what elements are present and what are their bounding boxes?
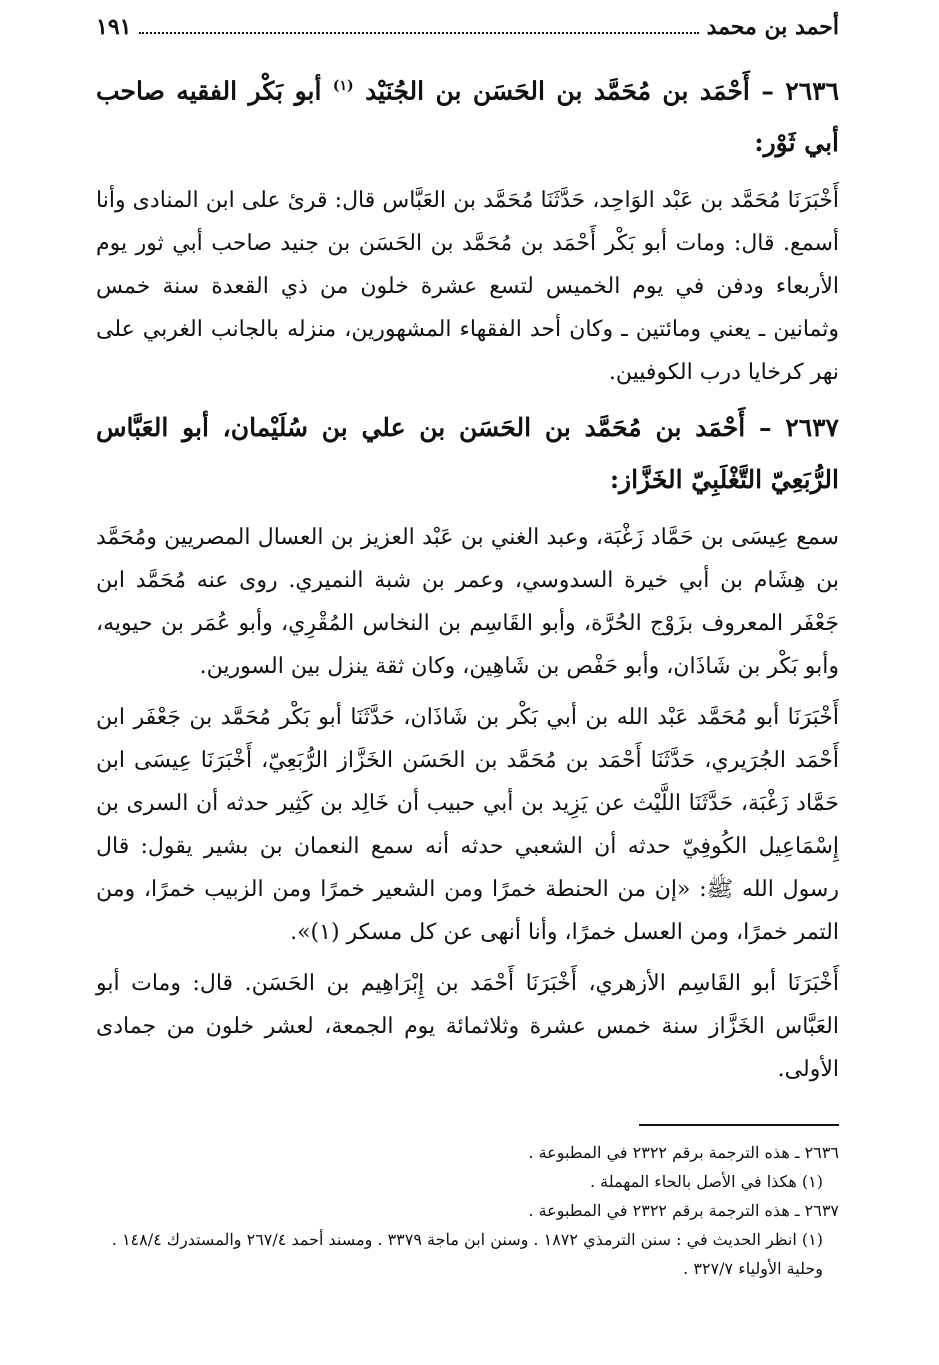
- entry-number: ٢٦٣٧: [785, 413, 839, 443]
- entry-paragraph: أَخْبَرَنَا أبو القَاسِم الأزهري، أَخْبَرَنَا أَحْمَد بن إِبْرَاهِيم بن الحَسَن. قال: ومات أبو العَبَّاس الخَزَّاز سنة خمس عشرة وثلاثمائة يوم الجمعة، لعشر خلون من جمادى الأولى.: [96, 971, 839, 1083]
- footnotes: [96, 1124, 839, 1283]
- entry-paragraph: أَخْبَرَنَا مُحَمَّد بن عَبْد الوَاحِد، حَدَّثَنَا مُحَمَّد بن العَبَّاس قال: قرئ على ابن المنادى وأنا أسمع. قال: ومات أبو بَكْر أَحْمَد بن مُحَمَّد بن الحَسَن بن جنيد صاحب أبي ثور يوم الأربعاء ودفن في يوم الخميس لتسع عشرة خلون من ذي القعدة سنة خمس وثمانين ـ يعني ومائتين ـ وكان أحد الفقهاء المشهورين، منزله بالجانب الغربي على نهر كرخايا درب الكوفيين.: [96, 188, 839, 386]
- footnote-rule: [639, 1124, 839, 1126]
- footnote-line: (١) انظر الحديث في : سنن الترمذي ١٨٧٢ . وسنن ابن ماجة ٣٣٧٩ . ومسند أحمد ٢٦٧/٤ والمستدرك ١٤٨/٤ . وحلية الأولياء ٣٢٧/٧ .: [111, 1230, 823, 1278]
- footnote-line: ٢٦٣٧ ـ هذه الترجمة برقم ٢٣٢٢ في المطبوعة .: [528, 1201, 839, 1220]
- footnote-line: ٢٦٣٦ ـ هذه الترجمة برقم ٢٣٢٢ في المطبوعة .: [528, 1143, 839, 1162]
- entry-name: أَحْمَد بن مُحَمَّد بن الحَسَن بن علي بن سُلَيْمان، أبو العَبَّاس الرُّبَعِيّ التَّغْلَبِيّ الخَزَّاز:: [96, 413, 839, 495]
- running-head-title: أحمد بن محمد: [706, 14, 839, 40]
- entry-heading-2636: ٢٦٣٦ – أَحْمَد بن مُحَمَّد بن الحَسَن بن الجُنَيْد $^{(١)}$ أبو بَكْر الفقيه صاحب أبي ثَوْر:: [96, 76, 840, 158]
- entry-heading-2637: ٢٦٣٧ – أَحْمَد بن مُحَمَّد بن الحَسَن بن علي بن سُلَيْمان، أبو العَبَّاس الرُّبَعِيّ التَّغْلَبِيّ الخَزَّاز:: [96, 413, 839, 495]
- entry-name: أَحْمَد بن مُحَمَّد بن الحَسَن بن الجُنَيْد: [365, 76, 750, 106]
- entry-name-rest: أبو بَكْر الفقيه صاحب أبي ثَوْر:: [96, 76, 839, 158]
- page-number: ١٩١: [96, 14, 132, 40]
- leader-dots: [139, 31, 698, 34]
- entry-paragraph: أَخْبَرَنَا أبو مُحَمَّد عَبْد الله بن أبي بَكْر بن شَاذَان، حَدَّثَنَا أبو بَكْر مُحَمَّد بن جَعْفَر ابن أَحْمَد الجُرَيري، حَدَّثَنَا أَحْمَد بن مُحَمَّد بن الحَسَن الخَزَّاز الرُّبَعِيّ، أَخْبَرَنَا عِيسَى ابن حَمَّاد زَغْبَة، حَدَّثَنَا اللَّيْث عن يَزِيد بن أبي حبيب أن خَالِد بن كَثِير حدثه أن السرى بن إِسْمَاعِيل الكُوفِيّ حدثه أن الشعبي حدثه أنه سمع النعمان بن بشير يقول: قال رسول الله ﷺ: «إن من الحنطة خمرًا ومن الشعير خمرًا ومن الزبيب خمرًا، ومن التمر خمرًا، ومن العسل خمرًا، وأنا أنهى عن كل مسكر (١)».: [96, 705, 839, 946]
- footnote-line: (١) هكذا في الأصل بالحاء المهملة .: [589, 1172, 823, 1191]
- entry-paragraph: سمع عِيسَى بن حَمَّاد زَغْبَة، وعبد الغني بن عَبْد العزيز بن العسال المصريين ومُحَمَّد بن هِشَام بن أبي خيرة السدوسي، وعمر بن شبة النميري. روى عنه مُحَمَّد ابن جَعْفَر المعروف بزَوْج الحُرَّة، وأبو القَاسِم بن النخاس المُقْرِي، وأبو عُمَر بن حيويه، وأبو بَكْر بن شَاذَان، وأبو حَفْص بن شَاهِين، وكان ثقة ينزل بين السورين.: [96, 525, 839, 680]
- running-head: [96, 14, 839, 54]
- entry-number: ٢٦٣٦: [785, 76, 840, 106]
- footnote-marker: (١): [332, 78, 354, 94]
